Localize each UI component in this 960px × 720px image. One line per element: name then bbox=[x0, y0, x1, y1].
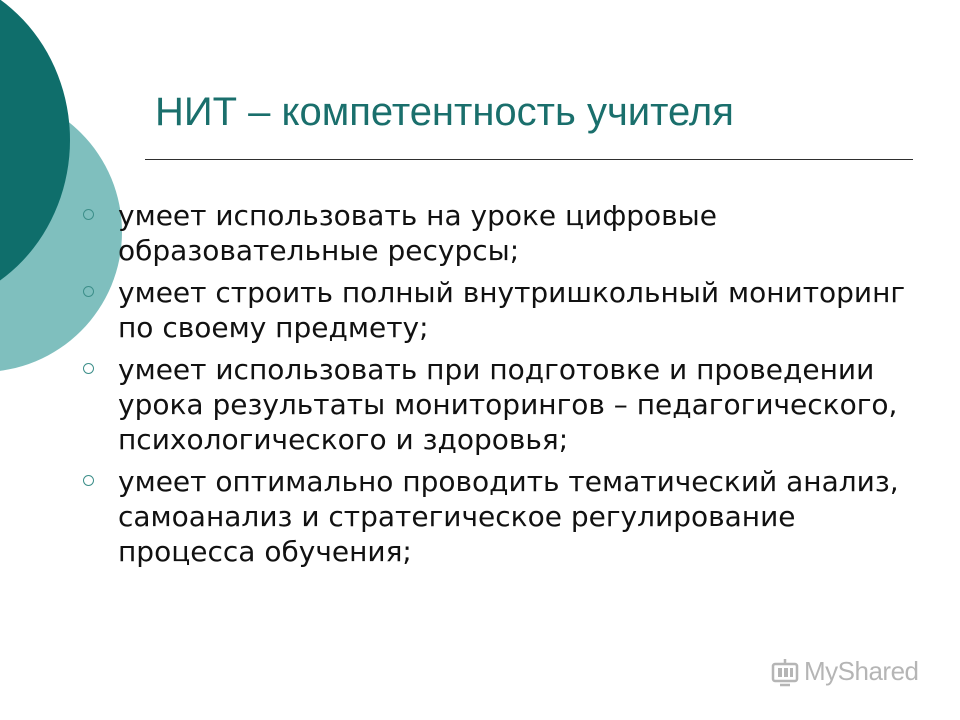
bullet-text: умеет оптимально проводить тематический анализ, самоанализ и стратегическое регулирование процесса обучения; bbox=[118, 465, 899, 568]
watermark-text: MyShared bbox=[804, 656, 919, 686]
bullet-text: умеет использовать при подготовке и проведении урока результаты мониторингов – педагогического, психологического и здоровья; bbox=[118, 353, 898, 456]
bullet-item bbox=[82, 352, 912, 457]
bullet-item bbox=[82, 198, 912, 268]
bullet-item bbox=[82, 464, 912, 569]
bullet-list bbox=[82, 198, 912, 576]
watermark bbox=[770, 656, 919, 687]
bullet-text: умеет использовать на уроке цифровые образовательные ресурсы; bbox=[118, 199, 717, 267]
hollow-circle-icon bbox=[83, 286, 94, 297]
hollow-circle-icon bbox=[83, 475, 94, 486]
hollow-circle-icon bbox=[83, 209, 94, 220]
title-underline bbox=[145, 159, 913, 160]
hollow-circle-icon bbox=[83, 363, 94, 374]
bullet-item bbox=[82, 275, 912, 345]
myshared-logo-icon bbox=[770, 657, 800, 687]
slide-title: НИТ – компетентность учителя bbox=[155, 90, 734, 134]
bullet-text: умеет строить полный внутришкольный мониторинг по своему предмету; bbox=[118, 276, 906, 344]
